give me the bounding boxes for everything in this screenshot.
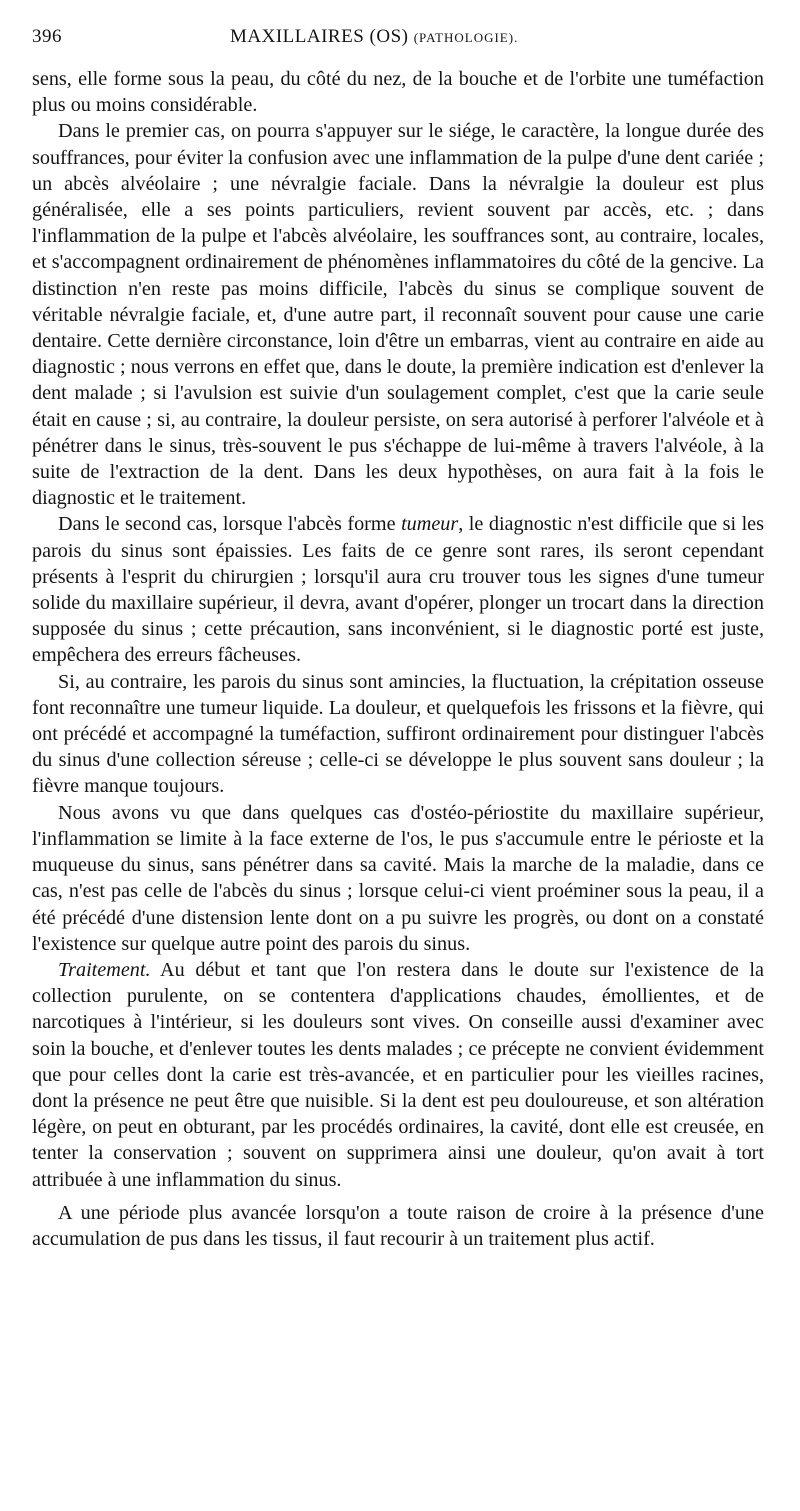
paragraph-6 xyxy=(32,957,764,1193)
paragraph-3-rest: , le diagnostic n'est difficile que si les parois du sinus sont épaissies. Les faits de ce genre sont rares, ils seront cependant présents à l'esprit du chirurgien ; lorsqu'il aura cru trouver tous les signes d'une tumeur solide du maxillaire supérieur, il devra, avant d'opérer, plonger un trocart dans la direction supposée du sinus ; cette précaution, sans inconvénient, si le diagnostic porté est juste, empêchera des erreurs fâcheuses. xyxy=(32,513,764,667)
paragraph-2: Dans le premier cas, on pourra s'appuyer sur le siége, le caractère, la longue durée des souffrances, pour éviter la confusion avec une inflammation de la pulpe d'une dent cariée ; un abcès alvéolaire ; une névralgie faciale. Dans la névralgie la douleur est plus généralisée, elle a ses points particuliers, revient souvent par accès, etc. ; dans l'inflammation de la pulpe et l'abcès alvéolaire, les souffrances sont, au contraire, locales, et s'accompagnent ordinairement de phénomènes inflammatoires du côté de la gencive. La distinction n'en reste pas moins difficile, l'abcès du sinus se complique souvent de véritable névralgie faciale, et, d'une autre part, il reconnaît souvent pour cause une carie dentaire. Cette dernière circonstance, loin d'être un embarras, vient au contraire en aide au diagnostic ; nous verrons en effet que, dans le doute, la première indication est d'enlever la dent malade ; si l'avulsion est suivie d'un soulagement complet, c'est que la carie seule était en cause ; si, au contraire, la douleur persiste, on sera autorisé à perforer l'alvéole et à pénétrer dans le sinus, très-souvent le pus s'échappe de lui-même à travers l'alvéole, à la suite de l'extraction de la dent. Dans les deux hypothèses, on aura fait à la fois le diagnostic et le traitement. xyxy=(32,120,764,510)
running-title-main: MAXILLAIRES (OS) xyxy=(230,26,409,47)
page-number: 396 xyxy=(32,26,62,47)
emphasis-tumeur: tumeur xyxy=(401,513,459,536)
paragraph-gap xyxy=(32,1193,764,1200)
paragraph-5: Nous avons vu que dans quelques cas d'ostéo-périostite du maxillaire supérieur, l'inflammation se limite à la face externe de l'os, le pus s'accumule entre le périoste et la muqueuse du sinus, sans pénétrer dans sa cavité. Mais la marche de la maladie, dans ce cas, n'est pas celle de l'abcès du sinus ; lorsque celui-ci vient proéminer sous la peau, il a été précédé d'une distension lente dont on a pu suivre les progrès, ou dont on a constaté l'existence sur quelque autre point des parois du sinus. xyxy=(32,801,764,955)
paragraph-6-text: Au début et tant que l'on restera dans le doute sur l'existence de la collection purulente, on se contentera d'applications chaudes, émollientes, et de narcotiques à l'intérieur, si les douleurs sont vives. On conseille aussi d'examiner avec soin la bouche, et d'enlever toutes les dents malades ; ce précepte ne convient évidemment que pour celles dont la carie est très-avancée, et en particulier pour les vieilles racines, dont la présence ne peut être que nuisible. Si la dent est peu douloureuse, et son altération légère, on peut en obturant, par les procédés ordinaires, la cavité, dont elle est creusée, en tenter la conservation ; souvent on supprimera ainsi une douleur, qu'on avait à tort attribuée à une inflammation du sinus. xyxy=(32,958,764,1191)
paragraph-7: A une période plus avancée lorsqu'on a toute raison de croire à la présence d'une accumulation de pus dans les tissus, il faut recourir à un traitement plus actif. xyxy=(32,1201,764,1250)
running-title xyxy=(230,26,518,48)
section-heading-traitement: Traitement. xyxy=(58,958,151,981)
running-title-section: (PATHOLOGIE). xyxy=(413,30,519,45)
body-text xyxy=(32,66,764,1252)
paragraph-3-start: Dans le second cas, lorsque l'abcès forme xyxy=(58,513,402,536)
paragraph-3 xyxy=(32,511,764,668)
paragraph-1: sens, elle forme sous la peau, du côté du nez, de la bouche et de l'orbite une tuméfaction plus ou moins considérable. xyxy=(32,68,764,117)
page-header xyxy=(32,26,770,56)
paragraph-4: Si, au contraire, les parois du sinus sont amincies, la fluctuation, la crépitation osseuse font reconnaître une tumeur liquide. La douleur, et quelquefois les frissons et la fièvre, qui ont précédé et accompagné la tuméfaction, suffiront ordinairement pour distinguer l'abcès du sinus d'une collection séreuse ; celle-ci se développe le plus souvent sans douleur ; la fièvre manque toujours. xyxy=(32,670,764,798)
